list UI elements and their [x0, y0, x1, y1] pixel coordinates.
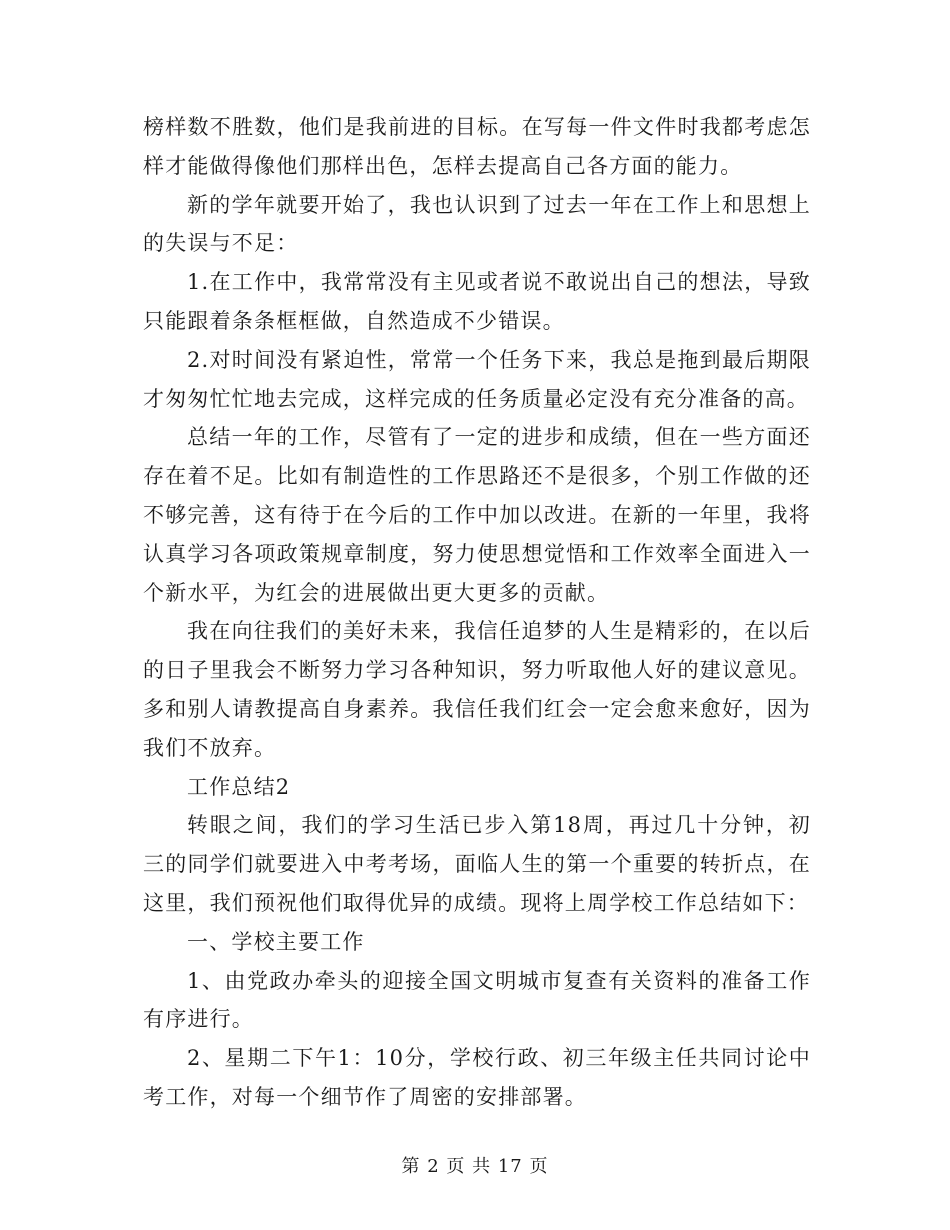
paragraph: 榜样数不胜数，他们是我前进的目标。在写每一件文件时我都考虑怎样才能做得像他们那样出色，怎样去提高自己各方面的能力。	[143, 115, 811, 178]
list-item: 2、星期二下午1：10分，学校行政、初三年级主任共同讨论中考工作，对每一个细节作了周密的安排部署。	[143, 1046, 811, 1109]
list-item: 1.在工作中，我常常没有主见或者说不敢说出自己的想法，导致只能跟着条条框框做，自然造成不少错误。	[143, 270, 811, 333]
subsection-heading: 一、学校主要工作	[187, 929, 365, 954]
paragraph: 我在向往我们的美好未来，我信任追梦的人生是精彩的，在以后的日子里我会不断努力学习各种知识，努力听取他人好的建议意见。多和别人请教提高自身素养。我信任我们红会一定会愈来愈好，因为我们不放弃。	[143, 619, 811, 760]
document-body	[143, 108, 811, 1117]
list-item: 2.对时间没有紧迫性，常常一个任务下来，我总是拖到最后期限才匆匆忙忙地去完成，这样完成的任务质量必定没有充分准备的高。	[143, 347, 811, 411]
list-item: 1、由党政办牵头的迎接全国文明城市复查有关资料的准备工作有序进行。	[143, 968, 811, 1032]
paragraph: 新的学年就要开始了，我也认识到了过去一年在工作上和思想上的失误与不足：	[143, 192, 811, 256]
section-heading: 工作总结2	[187, 774, 291, 799]
paragraph: 转眼之间，我们的学习生活已步入第18周，再过几十分钟，初三的同学们就要进入中考考场，面临人生的第一个重要的转折点，在这里，我们预祝他们取得优异的成绩。现将上周学校工作总结如下：	[143, 813, 811, 915]
paragraph: 总结一年的工作，尽管有了一定的进步和成绩，但在一些方面还存在着不足。比如有制造性的工作思路还不是很多，个别工作做的还不够完善，这有待于在今后的工作中加以改进。在新的一年里，我将认真学习各项政策规章制度，努力使思想觉悟和工作效率全面进入一个新水平，为红会的进展做出更大更多的贡献。	[143, 425, 811, 605]
page-number-footer: 第 2 页 共 17 页	[401, 1156, 549, 1177]
